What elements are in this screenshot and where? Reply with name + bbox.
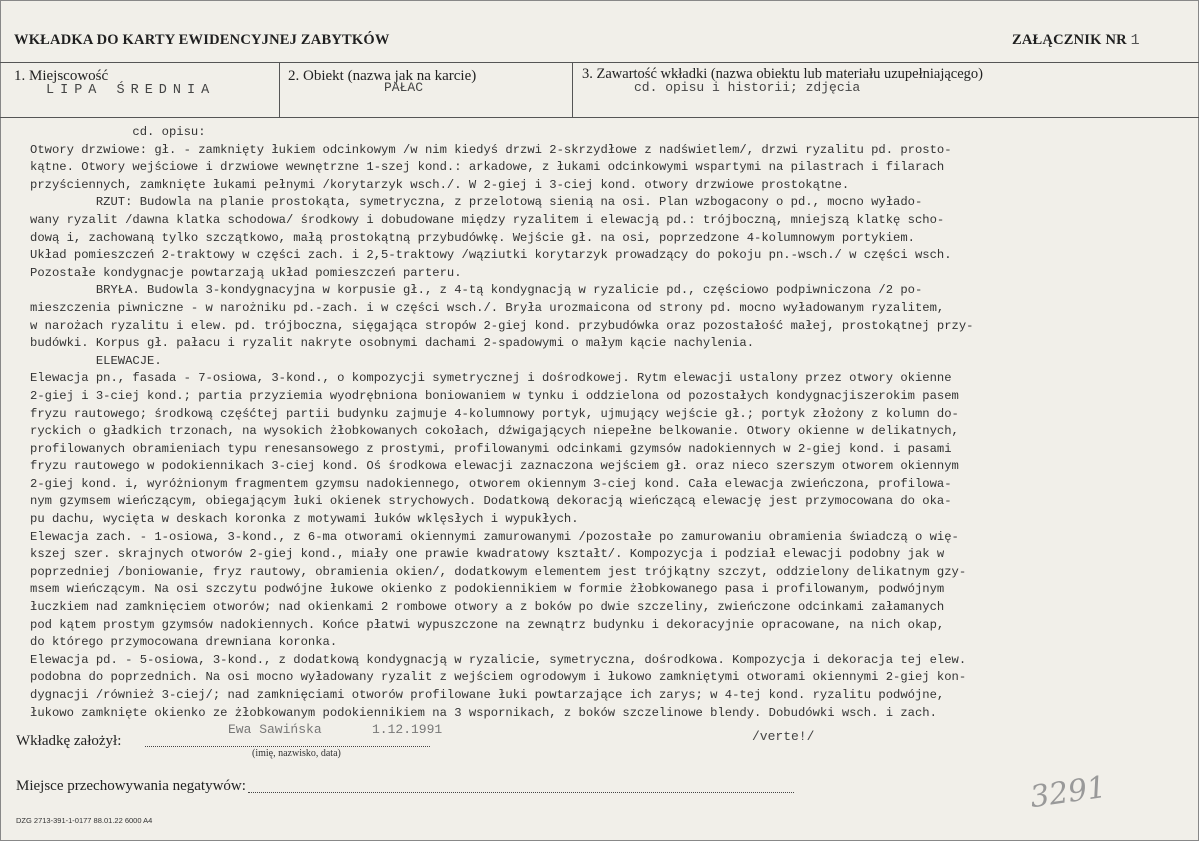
content-value: cd. opisu i historii; zdjęcia	[634, 80, 861, 95]
header-divider	[0, 62, 1199, 63]
description-line: msem wieńczącym. Na osi szczytu podwójne łukowe okienko z podokiennikiem w formie żłobkowanego pasa i profilowanym, podwójnym	[30, 582, 945, 597]
description-line: do którego przymocowana drewniana koronka.	[30, 635, 338, 650]
description-line: kątne. Otwory wejściowe i drzwiowe wewnętrzne 1-szej kond.: arkadowe, z łukami odcinkowymi wspartymi na pilastrach i filarach	[30, 160, 945, 175]
description-line: cd. opisu:	[30, 125, 206, 139]
verte-note: /verte!/	[752, 729, 815, 744]
description-line: fryzu rautowego; środkową częśćtej partii budynku zajmuje 4-kolumnowy portyk, ujmujący wejście gł.; portyk złożony z kolumn do-	[30, 406, 959, 421]
description-line: ryckich o gładkich trzonach, na wysokich żłobkowanych cokołach, dźwigających niepełne belkowanie. Otwory okienne w delikatnych,	[30, 424, 959, 439]
card-title: WKŁADKA DO KARTY EWIDENCYJNEJ ZABYTKÓW	[14, 32, 390, 48]
locality-value: LIPA ŚREDNIA	[46, 83, 216, 98]
description-line: Elewacja pn., fasada - 7-osiowa, 3-kond., o kompozycji symetrycznej i dośrodkowej. Rytm elewacji ustalony przez otwory okienne	[30, 371, 952, 386]
print-code: DZG 2713-391-1-0177 88.01.22 6000 A4	[16, 816, 153, 825]
author-value: Ewa Sawińska	[228, 722, 322, 737]
object-value: PAŁAC	[384, 80, 424, 95]
description-line: podobna do poprzednich. Na osi mocno wyładowany ryzalit z wejściem ogrodowym i łukowo zamkniętymi otworami okiennymi 2-giej kon-	[30, 670, 967, 685]
description-line: wany ryzalit /dawna klatka schodowa/ środkowy i dobudowane między ryzalitem i elewacją pd.: trójboczną, mniejszą klatkę scho-	[30, 212, 945, 227]
column-divider-1	[279, 62, 280, 117]
attachment-label	[1012, 32, 1140, 49]
description-line: Elewacja zach. - 1-osiowa, 3-kond., z 6-ma otworami okiennymi zamurowanymi /pozostałe po zamurowaniu obramienia świadczą o wię-	[30, 529, 959, 544]
description-body	[30, 124, 1190, 722]
description-line: dową i, zachowaną tylko szczątkowo, małą prostokątną przybudówkę. Wejście gł. na osi, poprzedzone 4-kolumnowym portykiem.	[30, 230, 915, 245]
description-line: Otwory drzwiowe: gł. - zamknięty łukiem odcinkowym /w nim kiedyś drzwi 2-skrzydłowe z nadświetlem/, drzwi ryzalitu pd. prosto-	[30, 142, 952, 157]
description-line: budówki. Korpus gł. pałacu i ryzalit nakryte osobnymi dachami 2-spadowymi o małym kącie nachylenia.	[30, 336, 755, 351]
handwritten-number: 3291	[1027, 769, 1109, 816]
fields-divider	[0, 117, 1199, 118]
object-label: 2. Obiekt (nazwa jak na karcie)	[288, 68, 477, 84]
storage-line	[248, 792, 794, 793]
description-line: fryzu rautowego w podokiennikach 3-ciej kond. Oś środkowa elewacji zaznaczona wejściem gł. oraz nieco szerszym otworem okiennym	[30, 459, 959, 474]
description-line: w narożach ryzalitu i elew. pd. trójboczna, sięgająca stropów 2-giej kond. przybudówka oraz pozostałość małej, prostokątnej przy-	[30, 318, 974, 333]
description-line: ELEWACJE.	[30, 353, 162, 368]
description-line: mieszczenia piwniczne - w narożniku pd.-zach. i w części wsch./. Bryła urozmaicona od strony pd. mocno wyładowanym ryzalitem,	[30, 300, 945, 315]
author-line	[145, 746, 430, 747]
description-line: 2-giej kond. i, wyróżnionym fragmentem gzymsu nadokiennego, otworem okiennym 3-ciej kond. Cała elewacja zwieńczona, profilowa-	[30, 476, 952, 491]
content-label: 3. Zawartość wkładki (nazwa obiektu lub materiału uzupełniającego)	[582, 66, 984, 82]
description-line: Układ pomieszczeń 2-traktowy w części zach. i 2,5-traktowy /wąziutki korytarzyk prowadzący do pokoju pn.-wsch./ w części wsch.	[30, 248, 952, 263]
description-line: profilowanych obramieniach typu renesansowego z prostymi, profilowanymi odcinkami gzymsów nadokiennych w 2-giej kond. i pasami	[30, 441, 952, 456]
attachment-number: 1	[1130, 32, 1140, 49]
author-label: Wkładkę założył:	[16, 733, 122, 749]
attachment-label-text: ZAŁĄCZNIK NR	[1012, 32, 1127, 48]
locality-label: 1. Miejscowość	[14, 68, 109, 84]
description-line: BRYŁA. Budowla 3-kondygnacyjna w korpusie gł., z 4-tą kondygnacją w ryzalicie pd., częściowo podpiwniczona /2 po-	[30, 283, 923, 298]
date-value: 1.12.1991	[372, 722, 443, 737]
storage-label: Miejsce przechowywania negatywów:	[16, 778, 246, 794]
description-line: przyściennych, zamknięte łukami pełnymi /korytarzyk wsch./. W 2-giej i 3-ciej kond. otwory drzwiowe prostokątne.	[30, 177, 850, 192]
description-line: kszej szer. skrajnych otworów 2-giej kond., miały one prawie kwadratowy kształt/. Kompozycja i podział elewacji podobny jak w	[30, 547, 945, 562]
description-line: łuczkiem nad zamknięciem otworów; nad okienkami 2 rombowe otwory a z boków po dwie szczeliny, zwieńczone odcinkami załamanych	[30, 600, 945, 615]
description-line: 2-giej i 3-ciej kond.; partia przyziemia wyodrębniona boniowaniem w tynku i oddzielona od pozostałych kondygnacjiszerokim pasem	[30, 388, 959, 403]
description-line: RZUT: Budowla na planie prostokąta, symetryczna, z przelotową sienią na osi. Plan wzbogacony o pd., mocno wyłado-	[30, 195, 923, 210]
author-caption: (imię, nazwisko, data)	[252, 748, 341, 759]
description-line: łukowo zamknięte okienko ze żłobkowanym podokiennikiem na 3 wspornikach, z boków szczelinowe blendy. Dobudówki wsch. i zach.	[30, 705, 937, 720]
description-line: Pozostałe kondygnacje powtarzają układ pomieszczeń parteru.	[30, 265, 462, 280]
description-line: pod kątem prostym gzymsów nadokiennych. Końce płatwi wypuszczone na zewnątrz budynku i dekoracyjnie opracowane, na nich okap,	[30, 617, 945, 632]
column-divider-2	[572, 62, 573, 117]
description-line: nym gzymsem wieńczącym, obiegającym łuki okienek strychowych. Dodatkową dekoracją wieńczącą elewację jest przymocowana do oka-	[30, 494, 952, 509]
description-line: pu dachu, wycięta w deskach koronka z motywami łuków wklęsłych i wypukłych.	[30, 512, 579, 527]
description-line: poprzedniej /boniowanie, fryz rautowy, obramienia okien/, dodatkowym elementem jest trójkątny szczyt, oddzielony delikatnym gzy-	[30, 564, 967, 579]
description-line: dygnacji /również 3-ciej/; nad zamknięciami otworów profilowane łuki powtarzające ich zarys; w 4-tej kond. ryzalitu podwójne,	[30, 688, 945, 702]
description-line: Elewacja pd. - 5-osiowa, 3-kond., z dodatkową kondygnacją w ryzalicie, symetryczna, dośrodkowa. Kompozycja i dekoracja tej elew.	[30, 652, 967, 667]
